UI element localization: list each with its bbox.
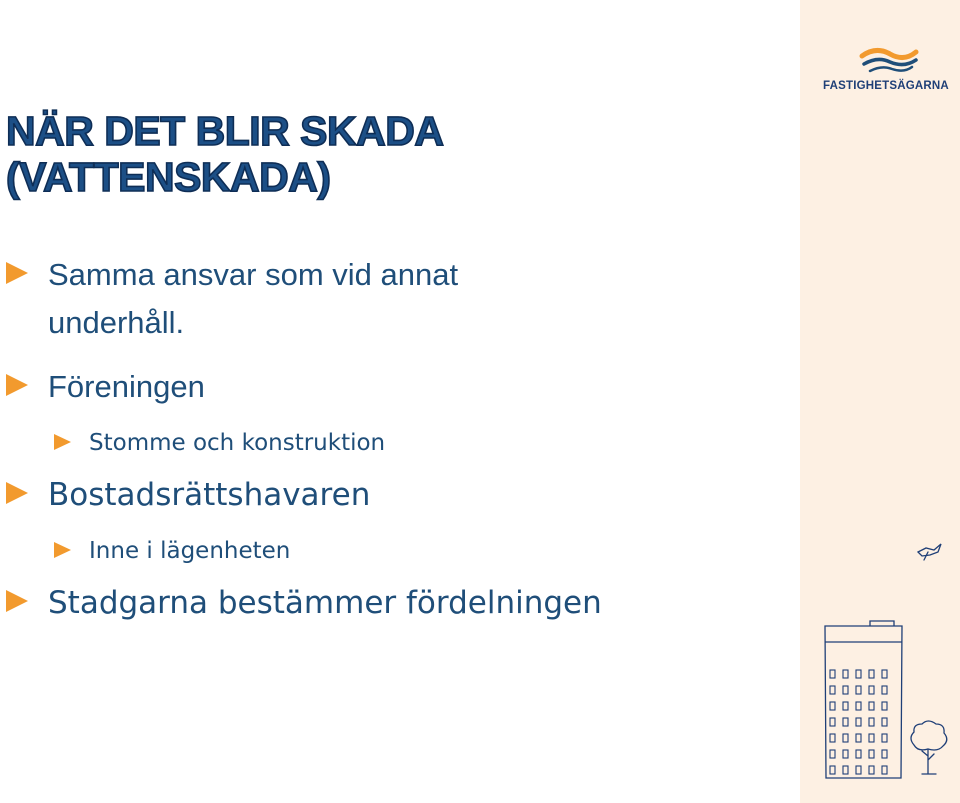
building-illustration [810,530,955,780]
bullet-arrow-icon [6,262,28,284]
bullet-arrow-icon [6,590,28,612]
bullet-2-sub-1 [54,429,385,457]
bullet-4 [6,584,602,622]
slide-title-line-1: NÄR DET BLIR SKADA [6,108,444,154]
bullet-text: Föreningen [48,369,205,404]
bullet-arrow-icon [6,374,28,396]
building-icon [825,621,902,778]
brand-logo [820,46,955,98]
bullet-text: Inne i lägenheten [89,538,291,564]
brand-name: FASTIGHETSÄGARNA [823,80,949,92]
bullet-arrow-icon [6,482,28,504]
bullet-text: underhåll. [48,305,185,340]
bullet-arrow-icon [54,434,71,450]
bullet-3-sub-1 [54,537,290,565]
bullet-text: Stomme och konstruktion [89,430,386,456]
bullet-text: Samma ansvar som vid annat [48,257,459,292]
bullet-1 [6,256,458,294]
bullet-1-continuation [48,304,184,342]
bird-icon [918,544,941,560]
tree-icon [911,721,947,774]
bullet-arrow-icon [54,542,71,558]
bullet-3 [6,476,370,514]
bullet-text: Bostadsrättshavaren [48,477,371,513]
fastighetsagarna-logo-icon [858,46,920,74]
bullet-text: Stadgarna bestämmer fördelningen [48,585,602,621]
slide-title [6,108,443,200]
slide-title-line-2: (VATTENSKADA) [6,154,331,200]
bullet-2 [6,368,205,406]
